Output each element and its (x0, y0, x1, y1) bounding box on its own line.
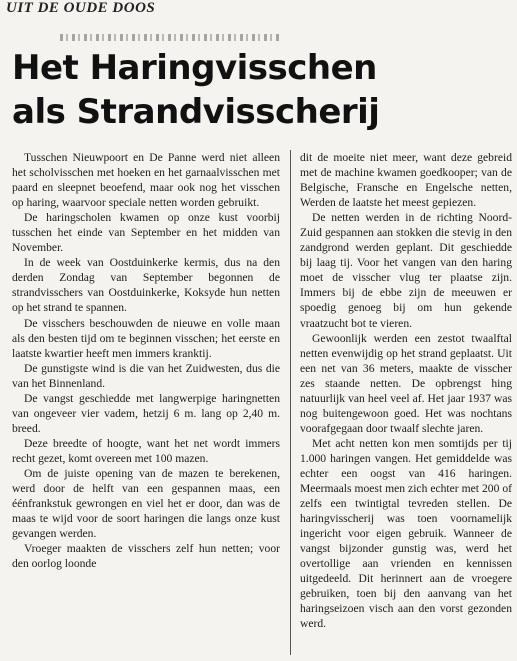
paragraph: De visschers beschouwden de nieuwe en volle maan als den besten tijd om te beginnen visschen; het eerste en laatste kwartier heeft men immers kranktij. (12, 316, 280, 360)
paragraph: dit de moeite niet meer, want deze gebreid met de machine kwamen goedkooper; van de Belgische, Fransche en Engelsche netten, Werden de laatste het meest gepiezen. (300, 151, 512, 210)
paragraph: Tusschen Nieuwpoort en De Panne werd niet alleen het scholvisschen met hoeken en het garnaalvisschen met paard en sleepnet beoefend, maar ook nog het visschen op haring, waarvoor speciale netten worden gebruikt. (12, 151, 280, 210)
paragraph: De haringscholen kwamen op onze kust voorbij tusschen het einde van September en het midden van November. (12, 211, 280, 255)
column-divider (290, 150, 291, 655)
headline-line-1: Het Haringvisschen (12, 48, 377, 88)
article-column-right (300, 150, 512, 632)
paragraph: De netten werden in de richting Noord-Zuid gespannen aan stokken die stevig in den zandgrond werden geplant. Dit geschiedde bij laag tij. Voor het vangen van den haring moet de visscher vlug ter plaatse zijn. Immers bij de ebbe zijn de meeuwen er spoedig genoeg bij om hun gekende vraatzucht bot te vieren. (300, 211, 512, 330)
paragraph: In de week van Oostduinkerke kermis, dus na den derden Zondag van September begonnen de strandvisschers van Oostduinkerke, Koksyde hun netten op het strand te spannen. (12, 256, 280, 315)
paragraph: Vroeger maakten de visschers zelf hun netten; voor den oorlog loonde (12, 542, 280, 571)
article-column-left (12, 150, 280, 571)
paragraph: Deze breedte of hoogte, want het net wordt immers recht gezet, komt overeen met 100 mazen. (12, 436, 280, 465)
headline-line-2: als Strandvisscherij (12, 92, 380, 132)
section-label: UIT DE OUDE DOOS (6, 0, 156, 16)
faded-byline-strip (60, 34, 280, 41)
paragraph: De vangst geschiedde met langwerpige haringnetten van ongeveer vier vadem, hetzij 6 m. lang op 2,40 m. breed. (12, 391, 280, 435)
paragraph: Gewoonlijk werden een zestot twaalftal netten evenwijdig op het strand geplaatst. Uit een net van 36 meters, maakte de visscher zes staande netten. De opbrengst hing natuurlijk van heel veel af. Het jaar 1937 was nog buitengewoon goed. Het was nochtans voorafgegaan door twaalf slechte jaren. (300, 331, 512, 435)
paragraph: De gunstigste wind is die van het Zuidwesten, dus die van het Binnenland. (12, 361, 280, 390)
paragraph: Met acht netten kon men somtijds per tij 1.000 haringen vangen. Het gemiddelde was echter een oogst van 416 haringen. Meermaals moest men zich echter met 200 of zelfs een twintigtal tevreden stellen. De haringvisscherij was toen voornamelijk ingericht voor eigen gebruik. Wanneer de vangst bijzonder gunstig was, werd het overtollige aan vrienden en kennissen uitgedeeld. Dit herinnert aan de vroegere gebruiken, toen bij den aanvang van het haringseizoen visch aan den vorst gezonden werd. (300, 436, 512, 631)
paragraph: Om de juiste opening van de mazen te berekenen, werd door de helft van een gespannen maas, een éénfrankstuk gewrongen en viel het er door, dan was de maas te wijd voor de soort haringen die langs onze kust gevangen werden. (12, 466, 280, 541)
